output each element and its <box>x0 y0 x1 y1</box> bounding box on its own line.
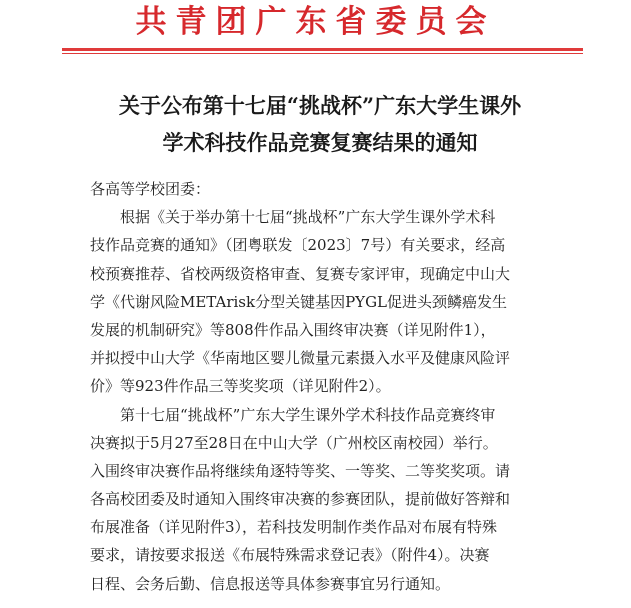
body-line: 布展准备（详见附件3），若科技发明制作类作品对布展有特殊 <box>90 518 498 537</box>
body-line: 根据《关于举办第十七届“挑战杯”广东大学生课外学术科 <box>120 208 496 227</box>
body-line: 入围终审决赛作品将继续角逐特等奖、一等奖、二等奖奖项。请 <box>90 461 511 480</box>
body-line: 学《代谢风险METArisk分型关键基因PYGL促进头颈鳞癌发生 <box>90 292 508 311</box>
notice-title-line-1: 关于公布第十七届“挑战杯”广东大学生课外 <box>118 93 522 118</box>
body-line: 日程、会务后勤、信息报送等具体参赛事宜另行通知。 <box>90 574 451 593</box>
body-line: 各高校团委及时通知入围终审决赛的参赛团队，提前做好答辩和 <box>90 490 511 509</box>
body-line: 发展的机制研究》等808件作品入围终审决赛（详见附件1）， <box>90 320 496 339</box>
body-line: 并拟授中山大学《华南地区婴儿微量元素摄入水平及健康风险评 <box>90 349 511 368</box>
body-line: 决赛拟于5月27至28日在中山大学（广州校区南校园）举行。 <box>90 433 498 452</box>
notice-title-line-2: 学术科技作品竞赛复赛结果的通知 <box>162 130 478 155</box>
organization-header: 共青团广东省委员会 <box>135 4 496 40</box>
body-line: 校预赛推荐、省校两级资格审查、复赛专家评审，现确定中山大 <box>90 264 511 283</box>
salutation: 各高等学校团委： <box>90 180 211 198</box>
notice-body <box>90 175 572 598</box>
body-line: 价》等923件作品三等奖奖项（详见附件2）。 <box>90 377 391 396</box>
body-line: 要求，请按要求报送《布展特殊需求登记表》（附件4）。决赛 <box>90 546 490 565</box>
header-rule-thick <box>62 48 583 51</box>
notice-title <box>60 87 580 161</box>
body-line: 第十七届“挑战杯”广东大学生课外学术科技作品竞赛终审 <box>120 405 496 424</box>
header-rule-thin <box>62 53 583 54</box>
body-line: 技作品竞赛的通知》（团粤联发〔2023〕7号）有关要求，经高 <box>90 236 506 255</box>
